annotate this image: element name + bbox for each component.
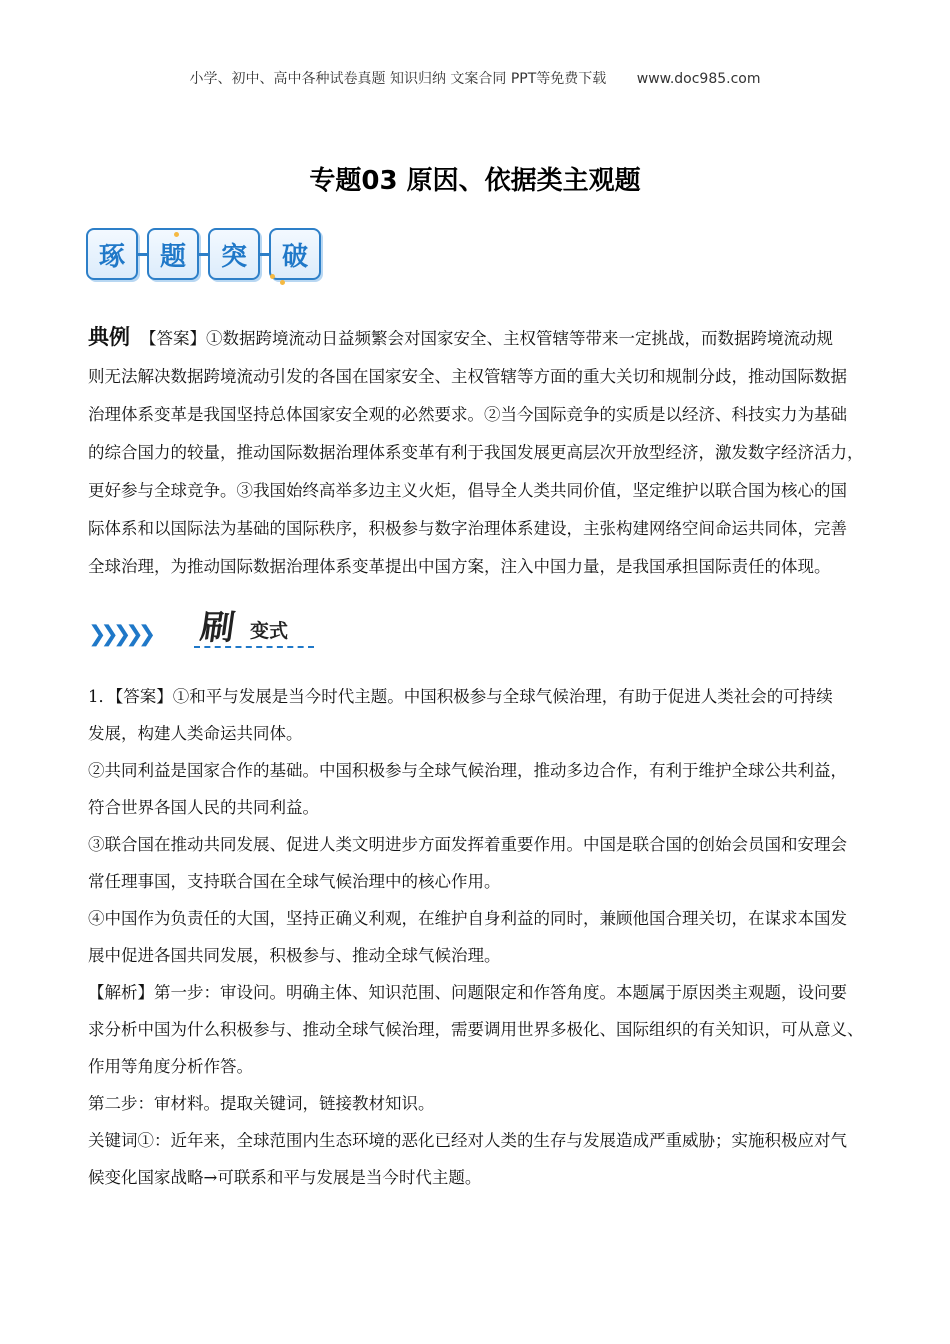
example-label: 典例 bbox=[88, 325, 130, 349]
variant-label: 变式 bbox=[250, 620, 289, 642]
example-section bbox=[88, 318, 878, 586]
example-line-0 bbox=[88, 318, 878, 358]
example-text: ①数据跨境流动日益频繁会对国家安全、主权管辖等带来一定挑战，而数据跨境流动规 bbox=[206, 329, 833, 348]
analysis-line: 候变化国家战略→可联系和平与发展是当今时代主题。 bbox=[88, 1168, 482, 1187]
variant-line: ②共同利益是国家合作的基础。中国积极参与全球气候治理，推动多边合作，有利于维护全球公共利益， bbox=[88, 761, 847, 780]
variant-line: 展中促进各国共同发展，积极参与、推动全球气候治理。 bbox=[88, 946, 501, 965]
page-header bbox=[0, 68, 950, 88]
banner-connector bbox=[260, 253, 269, 256]
example-line: 际体系和以国际法为基础的国际秩序，积极参与数字治理体系建设，主张构建网络空间命运共同体，完善 bbox=[88, 519, 847, 538]
variant-line: ④中国作为负责任的大国，坚持正确义利观，在维护自身利益的同时，兼顾他国合理关切，在谋求本国发 bbox=[88, 909, 847, 928]
banner-connector bbox=[138, 253, 147, 256]
sparkle-dot-icon bbox=[280, 280, 285, 285]
banner-char-2: 题 bbox=[147, 228, 199, 280]
sparkle-dot-icon bbox=[174, 232, 179, 237]
example-line: 更好参与全球竞争。③我国始终高举多边主义火炬，倡导全人类共同价值，坚定维护以联合国为核心的国 bbox=[88, 481, 847, 500]
example-line: 治理体系变革是我国坚持总体国家安全观的必然要求。②当今国际竞争的实质是以经济、科技实力为基础 bbox=[88, 405, 847, 424]
sparkle-dot-icon bbox=[270, 274, 275, 279]
example-line: 的综合国力的较量，推动国际数据治理体系变革有利于我国发展更高层次开放型经济，激发数字经济活力， bbox=[88, 443, 864, 462]
analysis-line: 【解析】第一步：审设问。明确主体、知识范围、问题限定和作答角度。本题属于原因类主观题，设问要 bbox=[88, 983, 847, 1002]
analysis-line: 关键词①：近年来，全球范围内生态环境的恶化已经对人类的生存与发展造成严重威胁；实施积极应对气 bbox=[88, 1131, 847, 1150]
banner-char-3: 突 bbox=[208, 228, 260, 280]
example-line: 则无法解决数据跨境流动引发的各国在国家安全、主权管辖等方面的重大关切和规制分歧，推动国际数据 bbox=[88, 367, 847, 386]
variant-line: 常任理事国，支持联合国在全球气候治理中的核心作用。 bbox=[88, 872, 501, 891]
variant-line: 发展，构建人类命运共同体。 bbox=[88, 724, 303, 743]
banner-connector bbox=[199, 253, 208, 256]
analysis-line: 作用等角度分析作答。 bbox=[88, 1057, 253, 1076]
section-banner-zhuoti-tupo bbox=[86, 228, 321, 280]
analysis-line: 第二步：审材料。提取关键词，链接教材知识。 bbox=[88, 1094, 435, 1113]
dashed-underline bbox=[194, 646, 314, 648]
header-text: 小学、初中、高中各种试卷真题 知识归纳 文案合同 PPT等免费下载 bbox=[189, 71, 607, 87]
banner-char-4: 破 bbox=[269, 228, 321, 280]
variant-line: 符合世界各国人民的共同利益。 bbox=[88, 798, 319, 817]
chevrons-icon: ❯❯❯❯❯ bbox=[88, 622, 151, 647]
example-line: 全球治理，为推动国际数据治理体系变革提出中国方案，注入中国力量，是我国承担国际责任的体现。 bbox=[88, 557, 831, 576]
variant-line: 1．【答案】①和平与发展是当今时代主题。中国积极参与全球气候治理，有助于促进人类社会的可持续 bbox=[88, 687, 833, 706]
variant-brush-char: 刷 bbox=[197, 608, 238, 648]
header-site-link[interactable]: www.doc985.com bbox=[636, 71, 761, 87]
banner-char-1: 琢 bbox=[86, 228, 138, 280]
analysis-line: 求分析中国为什么积极参与、推动全球气候治理，需要调用世界多极化、国际组织的有关知识，可从意义、 bbox=[88, 1020, 864, 1039]
variant-line: ③联合国在推动共同发展、促进人类文明进步方面发挥着重要作用。中国是联合国的创始会员国和安理会 bbox=[88, 835, 847, 854]
answer-tag: 【答案】 bbox=[140, 329, 206, 348]
page-title: 专题03 原因、依据类主观题 bbox=[309, 166, 641, 196]
variant-banner bbox=[88, 600, 318, 656]
variant-section bbox=[88, 678, 878, 1196]
